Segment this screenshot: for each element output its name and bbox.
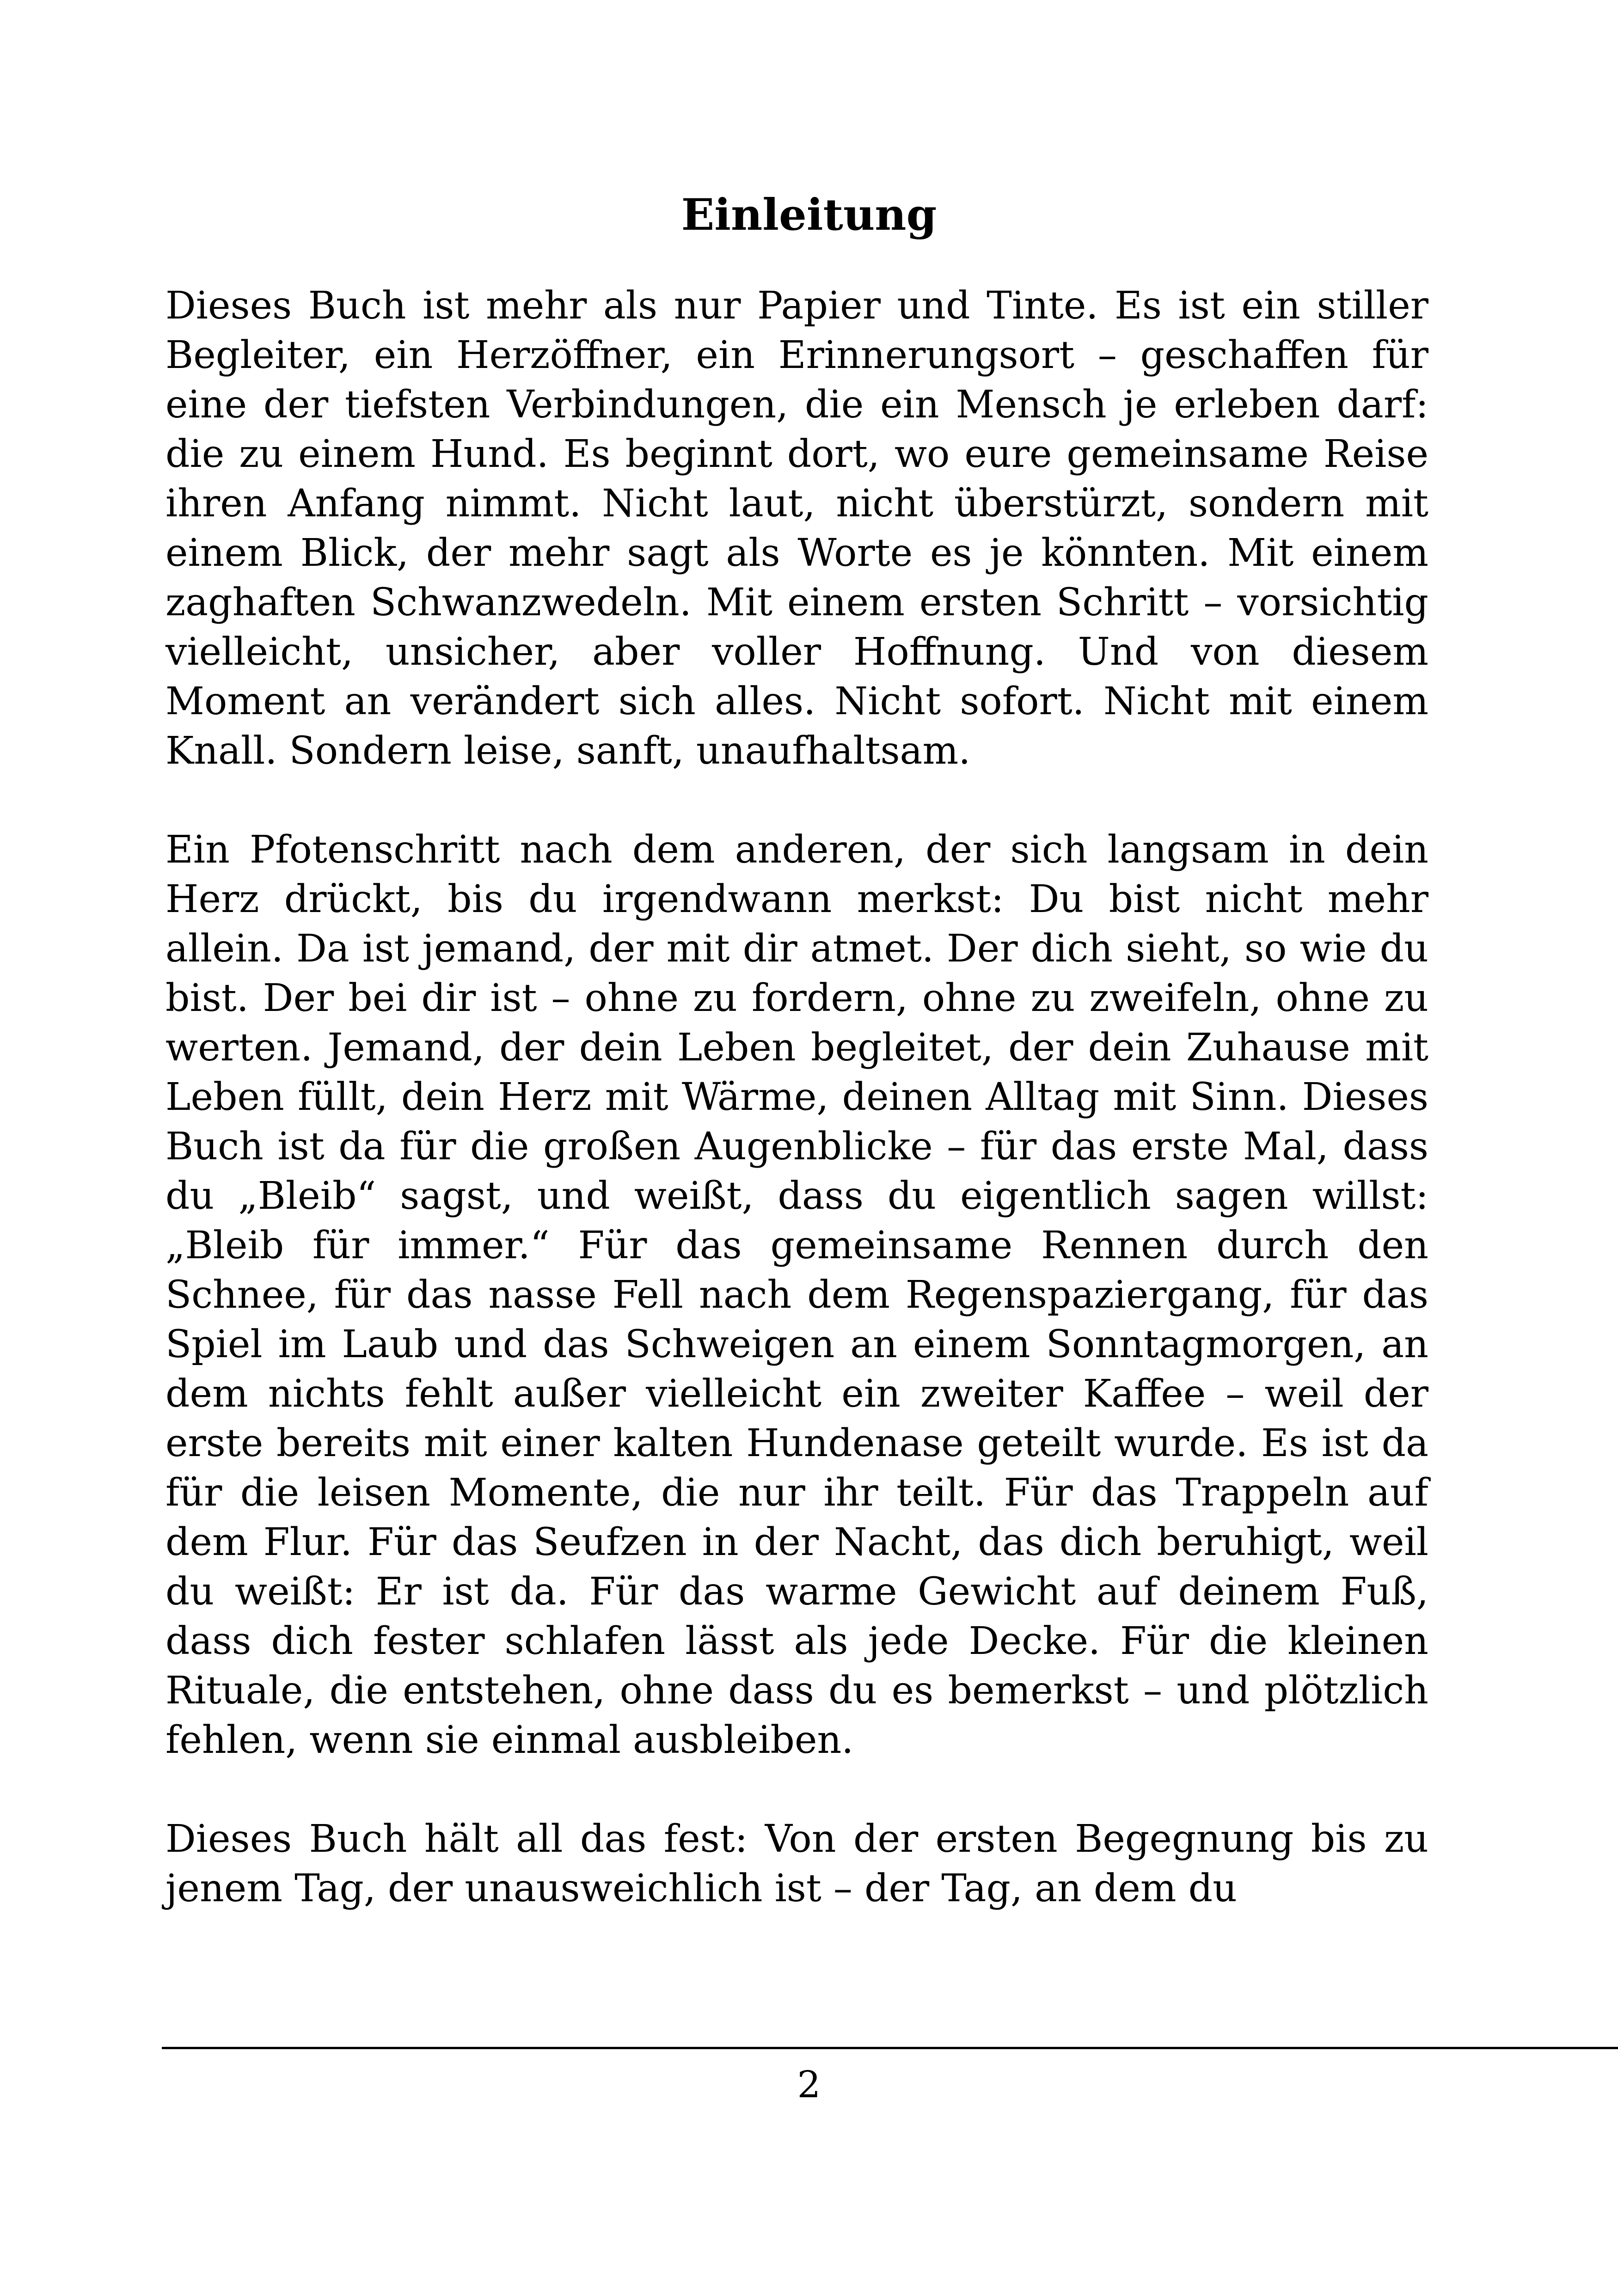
footer-divider [162,2047,1618,2049]
page-number: 2 [797,2063,821,2106]
body-text [165,281,1428,1963]
paragraph-1: Dieses Buch ist mehr als nur Papier und Tinte. Es ist ein stiller Begleiter, ein Herzöffner, ein Erinnerungsort – geschaffen für eine der tiefsten Verbindungen, die ein Mensch je erleben darf: die zu einem Hund. Es beginnt dort, wo eure gemeinsame Reise ihren Anfang nimmt. Nicht laut, nicht überstürzt, sondern mit einem Blick, der mehr sagt als Worte es je könnten. Mit einem zaghaften Schwanzwedeln. Mit einem ersten Schritt – vorsichtig vielleicht, unsicher, aber voller Hoffnung. Und von diesem Moment an verändert sich alles. Nicht sofort. Nicht mit einem Knall. Sondern leise, sanft, unaufhaltsam. [165,284,1428,773]
chapter-heading: Einleitung [681,190,937,240]
paragraph-2: Ein Pfotenschritt nach dem anderen, der sich langsam in dein Herz drückt, bis du irgendwann merkst: Du bist nicht mehr allein. Da ist jemand, der mit dir atmet. Der dich sieht, so wie du bist. Der bei dir ist – ohne zu fordern, ohne zu zweifeln, ohne zu werten. Jemand, der dein Leben begleitet, der dein Zuhause mit Leben füllt, dein Herz mit Wärme, deinen Alltag mit Sinn. Dieses Buch ist da für die großen Augenblicke – für das erste Mal, dass du „Bleib“ sagst, und weißt, dass du eigentlich sagen willst: „Bleib für immer.“ Für das gemeinsame Rennen durch den Schnee, für das nasse Fell nach dem Regenspaziergang, für das Spiel im Laub und das Schweigen an einem Sonntagmorgen, an dem nichts fehlt außer vielleicht ein zweiter Kaffee – weil der erste bereits mit einer kalten Hundenase geteilt wurde. Es ist da für die leisen Momente, die nur ihr teilt. Für das Trappeln auf dem Flur. Für das Seufzen in der Nacht, das dich beruhigt, weil du weißt: Er ist da. Für das warme Gewicht auf deinem Fuß, dass dich fester schlafen lässt als jede Decke. Für die kleinen Rituale, die entstehen, ohne dass du es bemerkst – und plötzlich fehlen, wenn sie einmal ausbleiben. [165,828,1428,1762]
paragraph-3: Dieses Buch hält all das fest: Von der ersten Begegnung bis zu jenem Tag, der unausweichlich ist – der Tag, an dem du [165,1817,1428,1910]
